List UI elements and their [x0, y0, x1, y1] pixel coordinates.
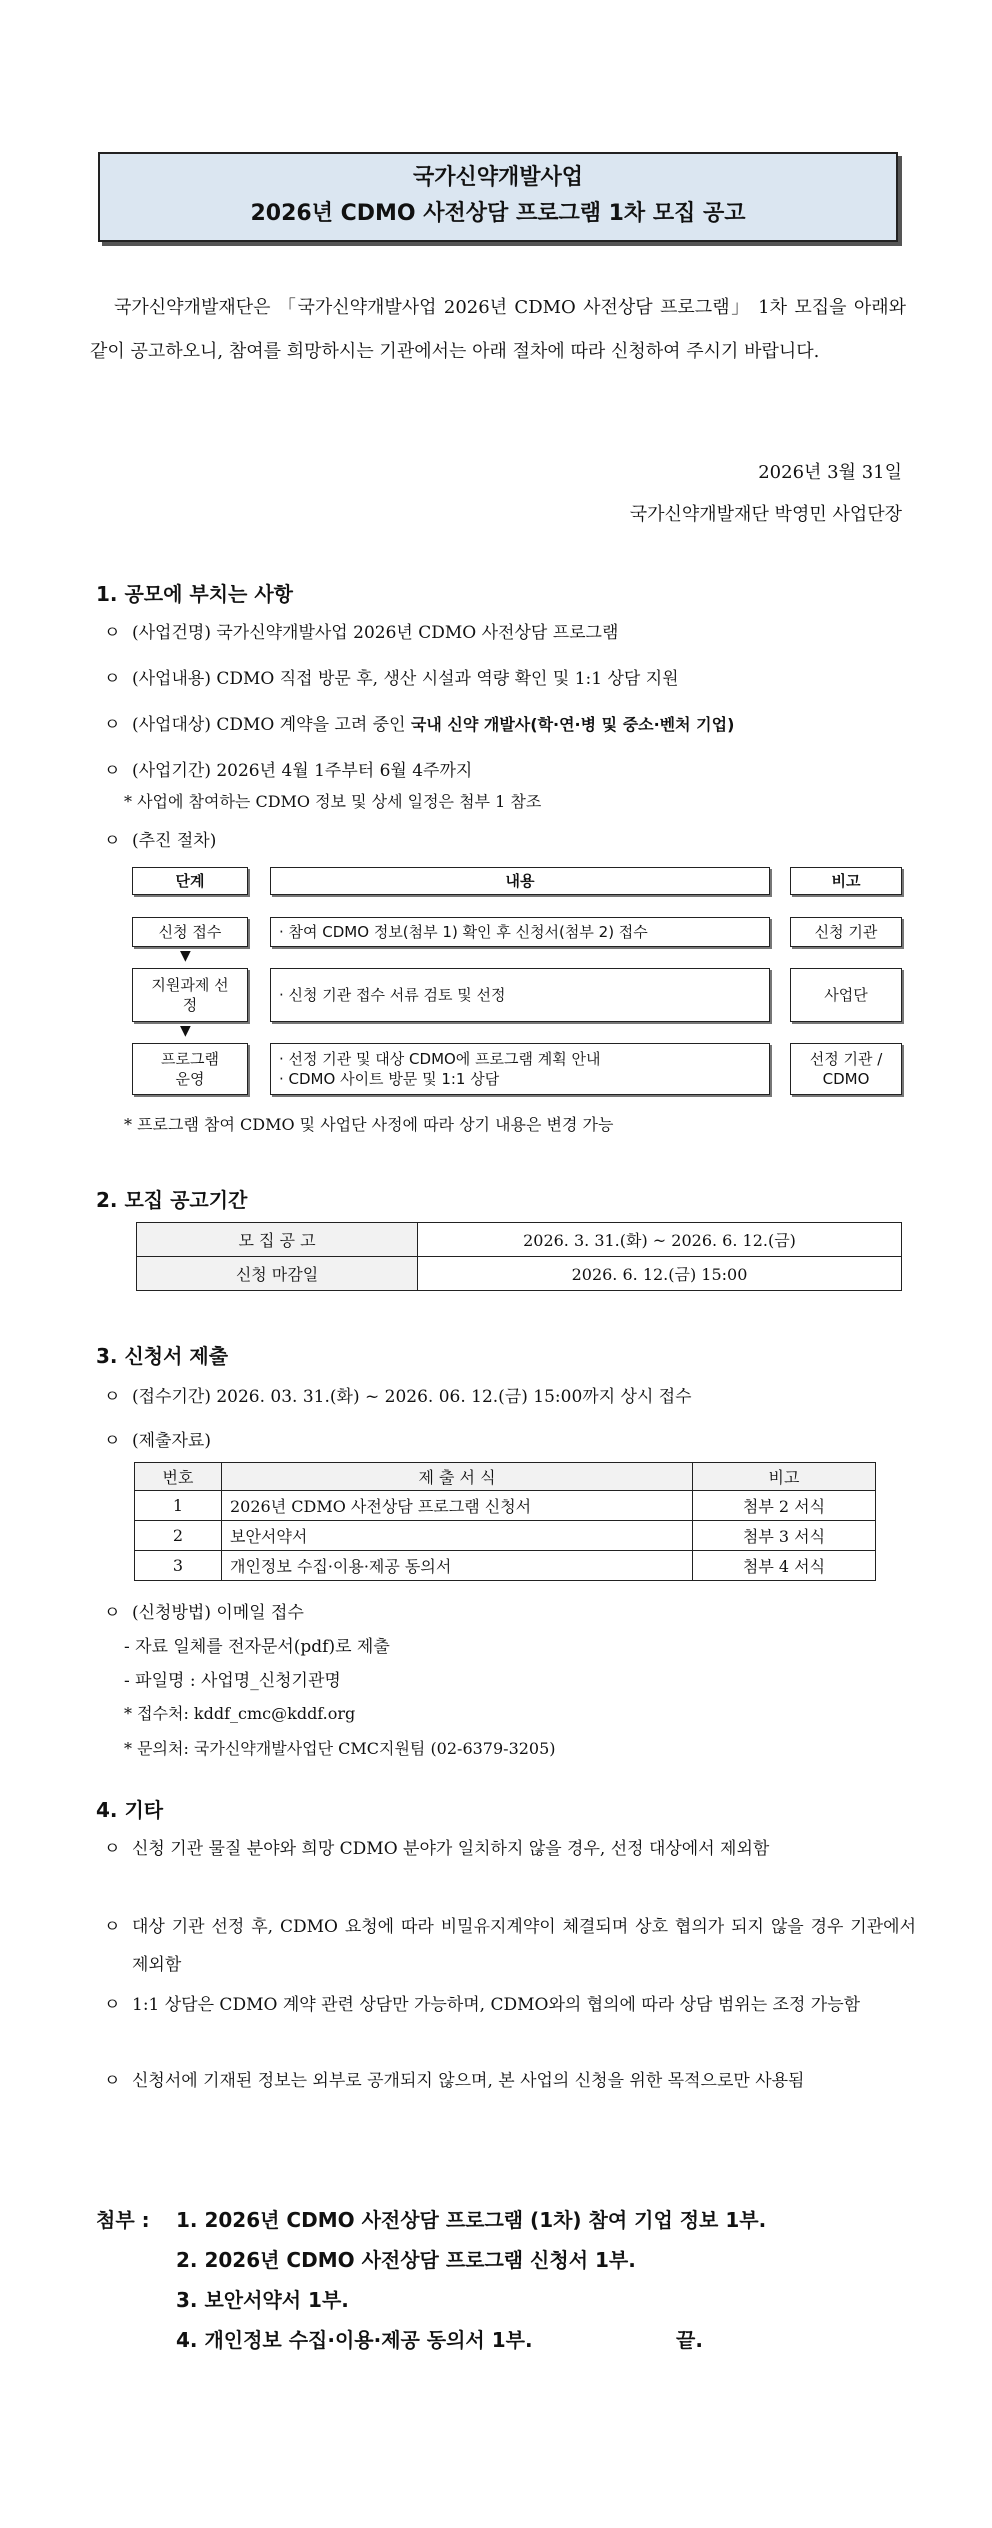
- header-form: 제 출 서 식: [222, 1463, 693, 1491]
- process-note: * 프로그램 참여 CDMO 및 사업단 사정에 따라 상기 내용은 변경 가능: [124, 1115, 614, 1134]
- period-note: * 사업에 참여하는 CDMO 정보 및 상세 일정은 첨부 1 참조: [124, 792, 542, 811]
- cell-no: 3: [135, 1551, 222, 1581]
- documents-label: ㅇ (제출자료): [104, 1431, 211, 1451]
- table-row: [137, 1257, 902, 1291]
- table-row: [135, 1551, 876, 1581]
- process-header-remark: 비고: [790, 867, 902, 895]
- process-stage-2: 지원과제 선정: [132, 968, 248, 1022]
- header-no: 번호: [135, 1463, 222, 1491]
- cell-remark: 첨부 4 서식: [693, 1551, 876, 1581]
- process-label: ㅇ (추진 절차): [104, 831, 217, 851]
- process-remark-3: 선정 기관 / CDMO: [790, 1043, 902, 1095]
- contact-note: * 문의처: 국가신약개발사업단 CMC지원팀 (02-6379-3205): [124, 1739, 556, 1758]
- application-period: ㅇ (접수기간) 2026. 03. 31.(화) ~ 2026. 06. 12.(금) 15:00까지 상시 접수: [104, 1387, 692, 1407]
- process-remark-2: 사업단: [790, 968, 902, 1022]
- process-remark-1: 신청 기관: [790, 917, 902, 947]
- deadline-value-cell: 2026. 6. 12.(금) 15:00: [418, 1257, 902, 1291]
- process-stage-3: 프로그램 운영: [132, 1043, 248, 1095]
- deadline-label-cell: 신청 마감일: [137, 1257, 418, 1291]
- cell-form: 개인정보 수집·이용·제공 동의서: [222, 1551, 693, 1581]
- process-stage-1: 신청 접수: [132, 917, 248, 947]
- item-project-target: ㅇ (사업대상) CDMO 계약을 고려 중인 국내 신약 개발사(학·연·병 및 중소·벤처 기업): [104, 715, 735, 735]
- title-box: [98, 152, 898, 242]
- period-label-cell: 모 집 공 고: [137, 1223, 418, 1257]
- attachments-label: 첨부 :: [96, 2208, 150, 2232]
- method-item-2: - 파일명 : 사업명_신청기관명: [124, 1671, 341, 1691]
- section-3-heading: 3. 신청서 제출: [96, 1344, 229, 1368]
- item-project-name: ㅇ (사업건명) 국가신약개발사업 2026년 CDMO 사전상담 프로그램: [104, 623, 619, 643]
- method-item-1: - 자료 일체를 전자문서(pdf)로 제출: [124, 1637, 390, 1657]
- process-content-1: · 참여 CDMO 정보(첨부 1) 확인 후 신청서(첨부 2) 접수: [270, 917, 770, 947]
- section-4-heading: 4. 기타: [96, 1798, 164, 1822]
- misc-item-2: ㅇ 대상 기관 선정 후, CDMO 요청에 따라 비밀유지계약이 체결되며 상호 협의가 되지 않을 경우 기관에서 제외함: [104, 1917, 916, 1975]
- section-2-heading: 2. 모집 공고기간: [96, 1188, 248, 1212]
- title-line-2: 2026년 CDMO 사전상담 프로그램 1차 모집 공고: [250, 201, 746, 226]
- table-header-row: [135, 1463, 876, 1491]
- process-content-2: · 신청 기관 접수 서류 검토 및 선정: [270, 968, 770, 1022]
- intro-paragraph: 국가신약개발재단은 「국가신약개발사업 2026년 CDMO 사전상담 프로그램」 1차 모집을 아래와 같이 공고하오니, 참여를 희망하시는 기관에서는 아래 절차에 따라 신청하여 주시기 바랍니다.: [90, 297, 906, 362]
- title-line-1: 국가신약개발사업: [412, 165, 584, 190]
- announcement-date: 2026년 3월 31일: [758, 462, 902, 483]
- documents-table: [134, 1462, 876, 1581]
- section-1-heading: 1. 공모에 부치는 사항: [96, 582, 293, 606]
- cell-form: 2026년 CDMO 사전상담 프로그램 신청서: [222, 1491, 693, 1521]
- attachment-3: 3. 보안서약서 1부.: [176, 2288, 349, 2312]
- misc-item-4: ㅇ 신청서에 기재된 정보는 외부로 공개되지 않으며, 본 사업의 신청을 위한 목적으로만 사용됨: [104, 2071, 805, 2091]
- process-header-stage: 단계: [132, 867, 248, 895]
- cell-remark: 첨부 2 서식: [693, 1491, 876, 1521]
- cell-no: 2: [135, 1521, 222, 1551]
- table-row: [135, 1521, 876, 1551]
- email-note: * 접수처: kddf_cmc@kddf.org: [124, 1704, 356, 1723]
- misc-item-1: ㅇ 신청 기관 물질 분야와 희망 CDMO 분야가 일치하지 않을 경우, 선정 대상에서 제외함: [104, 1839, 770, 1859]
- recruit-period-table: [136, 1222, 902, 1291]
- signature: 국가신약개발재단 박영민 사업단장: [629, 504, 902, 525]
- end-mark: 끝.: [676, 2328, 703, 2352]
- application-method: ㅇ (신청방법) 이메일 접수: [104, 1603, 304, 1623]
- table-row: [137, 1223, 902, 1257]
- misc-item-3: ㅇ 1:1 상담은 CDMO 계약 관련 상담만 가능하며, CDMO와의 협의에 따라 상담 범위는 조정 가능함: [104, 1995, 861, 2015]
- process-arrow-2: ▼: [180, 1023, 191, 1039]
- period-value-cell: 2026. 3. 31.(화) ~ 2026. 6. 12.(금): [418, 1223, 902, 1257]
- item-project-period: ㅇ (사업기간) 2026년 4월 1주부터 6월 4주까지: [104, 761, 473, 781]
- attachment-4: 4. 개인정보 수집·이용·제공 동의서 1부.: [176, 2328, 533, 2352]
- cell-form: 보안서약서: [222, 1521, 693, 1551]
- attachment-1: 1. 2026년 CDMO 사전상담 프로그램 (1차) 참여 기업 정보 1부.: [176, 2208, 767, 2232]
- process-header-content: 내용: [270, 867, 770, 895]
- attachment-2: 2. 2026년 CDMO 사전상담 프로그램 신청서 1부.: [176, 2248, 636, 2272]
- table-row: [135, 1491, 876, 1521]
- cell-no: 1: [135, 1491, 222, 1521]
- process-arrow-1: ▼: [180, 948, 191, 964]
- process-content-3: · 선정 기관 및 대상 CDMO에 프로그램 계획 안내 · CDMO 사이트 방문 및 1:1 상담: [270, 1043, 770, 1095]
- cell-remark: 첨부 3 서식: [693, 1521, 876, 1551]
- item-project-content: ㅇ (사업내용) CDMO 직접 방문 후, 생산 시설과 역량 확인 및 1:1 상담 지원: [104, 669, 679, 689]
- header-remark: 비고: [693, 1463, 876, 1491]
